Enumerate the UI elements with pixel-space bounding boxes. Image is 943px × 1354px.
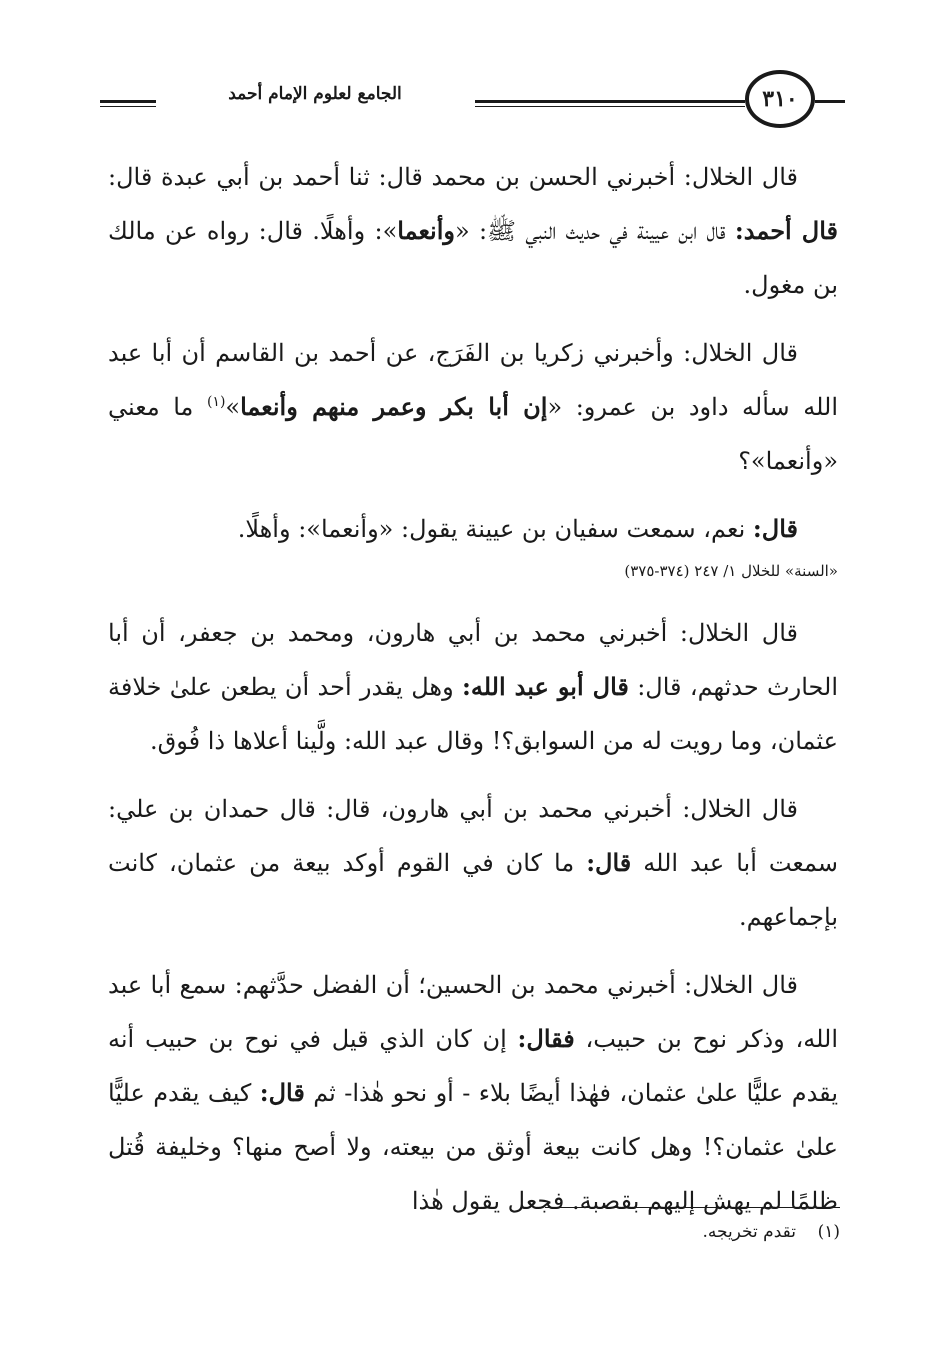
header-rule-middle bbox=[475, 100, 745, 103]
paragraph-2 bbox=[108, 326, 838, 488]
paragraph-1 bbox=[108, 150, 838, 312]
paragraph-5 bbox=[108, 782, 838, 944]
speaker-label: قال: bbox=[752, 514, 798, 543]
footnote-text: تقدم تخريجه. bbox=[702, 1222, 796, 1242]
speaker-label: قال: bbox=[586, 848, 632, 877]
text-run: ما معني «وأنعما»؟ bbox=[108, 393, 838, 475]
footnote-number: (١) bbox=[817, 1222, 840, 1242]
main-text bbox=[108, 150, 838, 1242]
text-run: قال الخلال: أخبرني الحسن بن محمد قال: ثنا أحمد بن أبي عبدة قال: bbox=[108, 163, 798, 191]
page-header bbox=[100, 64, 845, 144]
quoted-term: وأنعما bbox=[397, 216, 455, 245]
header-rule-middle-thin bbox=[475, 106, 745, 107]
text-run: قال ابن عيينة في حديث النبي ﷺ: « bbox=[454, 217, 735, 245]
text-run: قال الخلال: أخبرني محمد بن الحسين؛ أن الفضل حدَّثهم: سمع أبا عبد الله، وذكر نوح بن حبيب، bbox=[108, 971, 838, 1053]
text-run: نعم، سمعت سفيان بن عيينة يقول: «وأنعما»: وأهلًا. bbox=[237, 515, 753, 543]
speaker-label: قال أحمد: bbox=[734, 216, 838, 245]
page-number: ٣١٠ bbox=[745, 70, 815, 128]
text-run: » bbox=[225, 393, 241, 421]
footnote bbox=[500, 1222, 840, 1242]
text-run: »: وأهلًا. قال: رواه عن مالك بن مغول. bbox=[108, 217, 838, 299]
text-run: قال الخلال: وأخبرني زكريا بن الفَرَج، عن أحمد بن القاسم أن أبا عبد الله سأله داود بن عمرو: « bbox=[108, 339, 838, 421]
speaker-label: قال أبو عبد الله: bbox=[461, 672, 629, 701]
header-rule-right bbox=[815, 100, 845, 103]
speaker-label: قال: bbox=[259, 1078, 305, 1107]
header-rule-left-thin bbox=[100, 106, 156, 107]
text-run: قال الخلال: أخبرني محمد بن أبي هارون، قال: قال حمدان بن علي: سمعت أبا عبد الله bbox=[108, 795, 838, 877]
quoted-hadith: إن أبا بكر وعمر منهم وأنعما bbox=[240, 392, 548, 421]
text-run: قال الخلال: أخبرني محمد بن أبي هارون، ومحمد بن جعفر، أن أبا الحارث حدثهم، قال: bbox=[108, 619, 838, 701]
paragraph-4 bbox=[108, 606, 838, 768]
text-run: ما كان في القوم أوكد بيعة من عثمان، كانت بإجماعهم. bbox=[108, 849, 838, 931]
text-run: وهل يقدر أحد أن يطعن علىٰ خلافة عثمان، وما رويت له من السوابق؟! وقال عبد الله: ولَّينا أعلاها ذا فُوق. bbox=[108, 673, 838, 755]
paragraph-3 bbox=[108, 502, 838, 556]
source-reference: «السنة» للخلال ١/ ٢٤٧ (٣٧٤-٣٧٥) bbox=[624, 562, 838, 580]
paragraph-6 bbox=[108, 958, 838, 1228]
speaker-label: فقال: bbox=[517, 1024, 575, 1053]
text-run: إن كان الذي قيل في نوح بن حبيب أنه يقدم عليًّا علىٰ عثمان، فهٰذا أيضًا بلاء - أو نحو هٰذا- ثم bbox=[108, 1025, 838, 1107]
footnote-marker[interactable]: (١) bbox=[206, 394, 226, 410]
book-title: الجامع لعلوم الإمام أحمد bbox=[160, 84, 470, 104]
header-rule-left bbox=[100, 100, 156, 103]
footnote-separator bbox=[545, 1207, 840, 1208]
text-run: كيف يقدم عليًّا علىٰ عثمان؟! وهل كانت بيعة أوثق من بيعته، ولا أصح منها؟ وخليفة قُتل ظلمًا لم يهش إليهم بقصبة. فجعل يقول هٰذا bbox=[108, 1079, 838, 1215]
